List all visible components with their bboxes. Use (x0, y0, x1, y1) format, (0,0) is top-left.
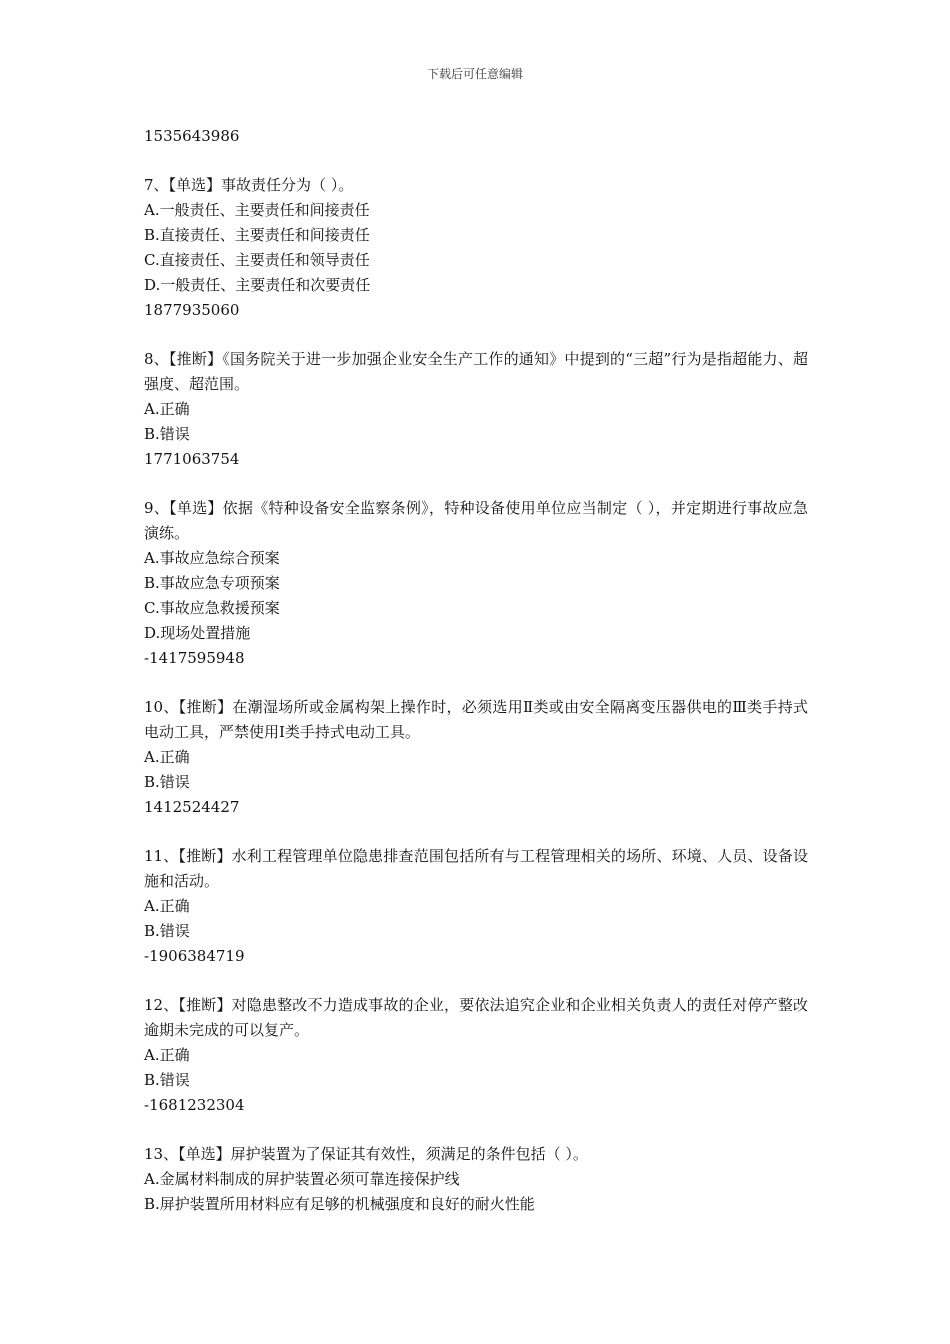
option-b: B.错误 (144, 1071, 190, 1089)
option-b: B.直接责任、主要责任和间接责任 (144, 226, 370, 244)
option-b: B.屏护装置所用材料应有足够的机械强度和良好的耐火性能 (144, 1195, 535, 1213)
question-8 (144, 347, 808, 472)
question-id: -1417595948 (144, 649, 245, 667)
question-10 (144, 695, 808, 820)
question-id-top: 1535643986 (144, 127, 240, 145)
question-stem: 11、【推断】水利工程管理单位隐患排查范围包括所有与工程管理相关的场所、环境、人员、设备设施和活动。 (144, 847, 808, 890)
spacer (144, 1118, 808, 1142)
question-11 (144, 844, 808, 969)
option-c: C.事故应急救援预案 (144, 599, 280, 617)
option-a: A.正确 (144, 897, 190, 915)
option-b: B.事故应急专项预案 (144, 574, 280, 592)
option-d: D.现场处置措施 (144, 624, 251, 642)
question-stem: 8、【推断】《国务院关于进一步加强企业安全生产工作的通知》中提到的“三超”行为是指超能力、超强度、超范围。 (144, 350, 808, 393)
spacer (144, 671, 808, 695)
option-b: B.错误 (144, 773, 190, 791)
question-id: 1877935060 (144, 301, 240, 319)
spacer (144, 969, 808, 993)
question-7 (144, 173, 808, 323)
page-header: 下载后可任意编辑 (426, 67, 523, 81)
option-a: A.正确 (144, 400, 190, 418)
spacer (144, 149, 808, 173)
option-b: B.错误 (144, 922, 190, 940)
question-9 (144, 496, 808, 671)
spacer (144, 323, 808, 347)
question-stem: 10、【推断】在潮湿场所或金属构架上操作时，必须选用Ⅱ类或由安全隔离变压器供电的Ⅲ类手持式电动工具，严禁使用Ⅰ类手持式电动工具。 (144, 698, 808, 741)
question-id: -1681232304 (144, 1096, 245, 1114)
option-a: A.一般责任、主要责任和间接责任 (144, 201, 370, 219)
question-stem: 9、【单选】依据《特种设备安全监察条例》，特种设备使用单位应当制定（ ），并定期进行事故应急演练。 (144, 499, 808, 542)
spacer (144, 472, 808, 496)
question-stem: 13、【单选】屏护装置为了保证其有效性，须满足的条件包括（ ）。 (144, 1145, 588, 1163)
question-id: -1906384719 (144, 947, 245, 965)
option-a: A.正确 (144, 1046, 190, 1064)
option-a: A.正确 (144, 748, 190, 766)
document-body (144, 124, 808, 1217)
option-c: C.直接责任、主要责任和领导责任 (144, 251, 370, 269)
option-a: A.事故应急综合预案 (144, 549, 280, 567)
option-b: B.错误 (144, 425, 190, 443)
question-12 (144, 993, 808, 1118)
question-id: 1412524427 (144, 798, 240, 816)
question-13 (144, 1142, 808, 1217)
question-id: 1771063754 (144, 450, 240, 468)
question-stem: 7、【单选】事故责任分为（ ）。 (144, 176, 354, 194)
option-a: A.金属材料制成的屏护装置必须可靠连接保护线 (144, 1170, 460, 1188)
question-stem: 12、【推断】对隐患整改不力造成事故的企业，要依法追究企业和企业相关负责人的责任对停产整改逾期未完成的可以复产。 (144, 996, 808, 1039)
option-d: D.一般责任、主要责任和次要责任 (144, 276, 371, 294)
spacer (144, 820, 808, 844)
